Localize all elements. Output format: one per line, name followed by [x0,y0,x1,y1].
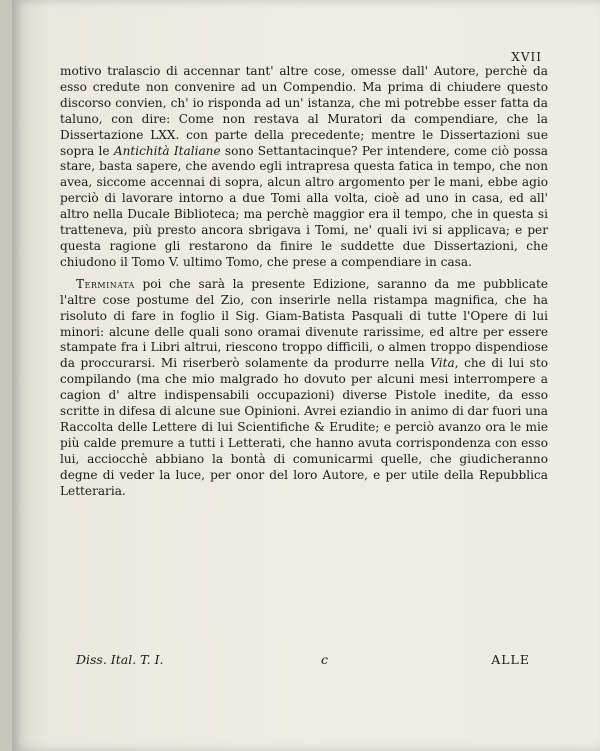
paragraph-2 [60,277,548,500]
text-segment: poi che sarà la presente Edizione, saranno da me pubblicate l'altre cose postume del Zio, con inserirle nella ristampa magnifica, che ha risoluto di fare in foglio il Sig. Giam-Batista Pasquali di tutte l'Opere di lui minori: alcune delle quali sono oramai divenute rarissime, ed altre per essere stampate fra i Libri altrui, riescono troppo difficili, o almen troppo dispendiose da proccurarsi. Mi riserberò solamente da produrre nella [60,276,548,371]
italic-word: Vita [430,356,455,371]
signature-line: Diss. Ital. T. I. [76,652,164,667]
small-caps-opening: Terminata [76,276,135,291]
paragraph-1 [60,64,548,271]
text-segment: sono Settantacinque? Per intendere, come ciò possa stare, basta sapere, che avendo egli intrapresa questa fatica in tempo, che non avea, siccome accennai di sopra, alcun altro argomento per le mani, ebbe agio perciò di lavorare intorno a due Tomi alla volta, cioè ad uno in casa, ed all' altro nella Ducale Biblioteca; ma perchè maggior era il tempo, che in questa si tratteneva, più presto ancora sbrigava i Tomi, ne' quali ivi si applicava; e per questa ragione gli restarono da finire le suddette due Dissertazioni, che chiudono il Tomo V. ultimo Tomo, che prese a compendiare in casa. [60,143,549,269]
text-segment: motivo tralascio di accennar tant' altre cose, omesse dall' Autore, perchè da esso credute non convenire ad un Compendio. Ma prima di chiudere questo discorso convien, ch' io risponda ad un' istanza, che mi potrebbe esser fatta da taluno, con dire: Come non restava al Muratori da compendiare, che la Dissertazione LXX. con parte della precedente; mentre le Dissertazioni sue sopra le [60,64,548,158]
text-segment: , che di lui sto compilando (ma che mio malgrado ho dovuto per alcuni mesi interrompere a cagion d' altre indispensabili occupazioni) diverse Pistole inedite, da esso scritte in difesa di alcune sue Opinioni. Avrei eziandio in animo di dar fuori una Raccolta delle Lettere di lui Scientifiche & Erudite; e perciò avanzo ora le mie più calde premure a tutti i Letterati, che hanno avuta corrispondenza con esso lui, acciocchè abbiano la bontà di comunicarmi quelle, che giudicheranno degne di veder la luce, per onor del loro Autore, e per utile della Repubblica Letteraria. [60,356,548,498]
page-number: XVII [511,50,542,64]
book-page [12,0,600,751]
italic-title: Antichità Italiane [113,143,221,158]
page-footer [76,652,530,670]
body-text [60,64,548,505]
signature-mark: c [321,652,329,667]
catchword: ALLE [491,652,530,667]
